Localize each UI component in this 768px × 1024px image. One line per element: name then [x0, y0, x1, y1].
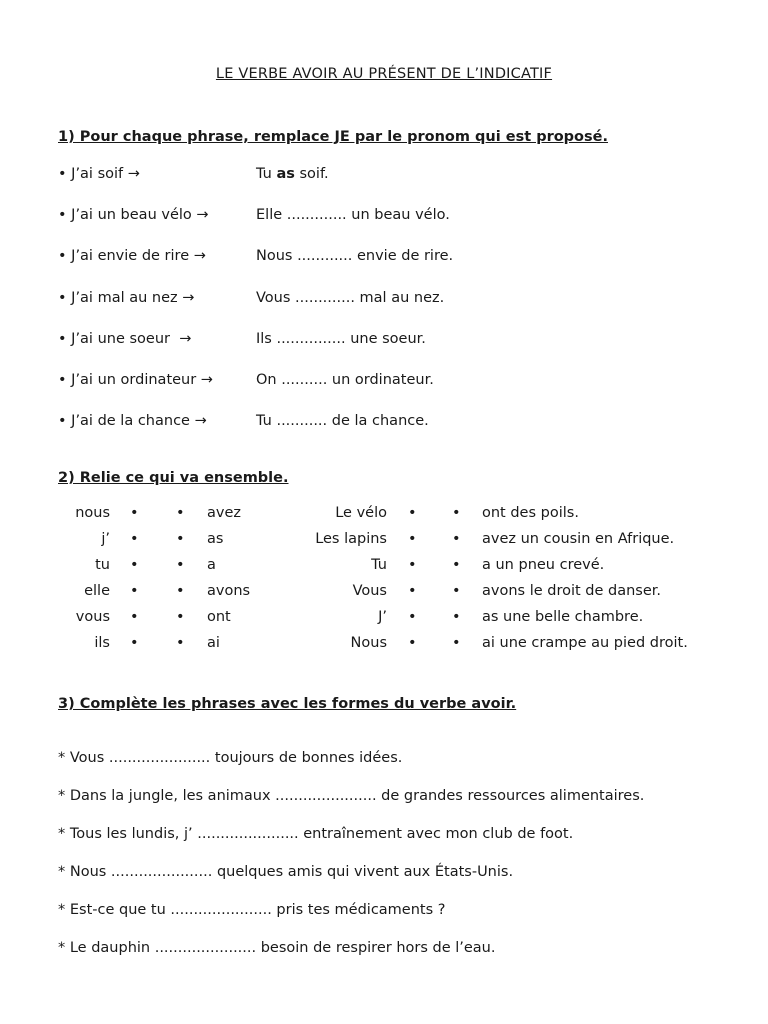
verb-form: as: [207, 531, 224, 547]
answer-example: as: [276, 166, 295, 182]
bullet-dot[interactable]: •: [176, 583, 185, 599]
list-item: [58, 248, 738, 289]
list-item: [58, 372, 738, 413]
subject: Le vélo: [335, 505, 387, 521]
prompt-sentence: • J’ai un ordinateur →: [58, 371, 213, 388]
bullet-dot[interactable]: •: [130, 583, 139, 599]
complement: ont des poils.: [482, 505, 579, 521]
bullet-dot[interactable]: •: [176, 505, 185, 521]
answer-line: Tu ........... de la chance.: [256, 413, 429, 430]
matching-row: [0, 557, 768, 583]
bullet-dot[interactable]: •: [176, 557, 185, 573]
subject: Vous: [352, 583, 387, 599]
answer-line: Nous ............ envie de rire.: [256, 248, 454, 265]
prompt-sentence: • J’ai soif →: [58, 166, 140, 182]
bullet-dot[interactable]: •: [130, 635, 139, 651]
list-item: [58, 413, 738, 454]
list-item: * Nous ...................... quelques amis qui vivent aux États-Unis.: [58, 864, 514, 880]
bullet-dot[interactable]: •: [130, 505, 139, 521]
bullet-dot[interactable]: •: [176, 531, 185, 547]
verb-form: a: [207, 557, 216, 573]
verb-form: ont: [207, 609, 231, 625]
list-item: [58, 331, 738, 372]
answer-line: Vous ............. mal au nez.: [256, 289, 445, 306]
prompt-sentence: • J’ai une soeur →: [58, 330, 192, 347]
subject: Les lapins: [315, 531, 387, 547]
list-item: [58, 290, 738, 331]
bullet-dot[interactable]: •: [452, 583, 461, 599]
verb-form: avons: [207, 583, 251, 599]
bullet-dot[interactable]: •: [408, 557, 417, 573]
bullet-dot[interactable]: •: [408, 635, 417, 651]
prompt-sentence: • J’ai envie de rire →: [58, 248, 206, 265]
list-item: [58, 166, 738, 207]
bullet-dot[interactable]: •: [452, 531, 461, 547]
bullet-dot[interactable]: •: [176, 635, 185, 651]
verb-form: avez: [207, 505, 241, 521]
matching-row: [0, 583, 768, 609]
matching-row: [0, 531, 768, 557]
complement: avez un cousin en Afrique.: [482, 531, 675, 547]
bullet-dot[interactable]: •: [130, 531, 139, 547]
bullet-dot[interactable]: •: [408, 505, 417, 521]
exercise3-list: [58, 750, 748, 978]
bullet-dot[interactable]: •: [408, 583, 417, 599]
subject: J’: [378, 609, 387, 625]
matching-row: [0, 609, 768, 635]
prompt-sentence: • J’ai mal au nez →: [58, 289, 195, 306]
section1-heading: 1) Pour chaque phrase, remplace JE par le pronom qui est proposé.: [58, 129, 608, 145]
subject: Tu: [371, 557, 387, 573]
list-item: [58, 207, 738, 248]
bullet-dot[interactable]: •: [130, 609, 139, 625]
answer-line: Elle ............. un beau vélo.: [256, 207, 450, 224]
prompt-sentence: • J’ai un beau vélo →: [58, 207, 209, 224]
answer-line: Tu as soif.: [256, 166, 329, 182]
complement: as une belle chambre.: [482, 609, 644, 625]
list-item: * Vous ...................... toujours de bonnes idées.: [58, 750, 403, 766]
bullet-dot[interactable]: •: [408, 531, 417, 547]
bullet-dot[interactable]: •: [452, 557, 461, 573]
pronoun: tu: [95, 557, 110, 573]
verb-form: ai: [207, 635, 220, 651]
list-item: * Le dauphin ...................... besoin de respirer hors de l’eau.: [58, 940, 496, 956]
section2-heading: 2) Relie ce qui va ensemble.: [58, 470, 289, 486]
matching-row: [0, 505, 768, 531]
pronoun: nous: [75, 505, 110, 521]
complement: avons le droit de danser.: [482, 583, 662, 599]
section3-heading: 3) Complète les phrases avec les formes du verbe avoir.: [58, 696, 517, 712]
bullet-dot[interactable]: •: [452, 505, 461, 521]
exercise1-list: [58, 166, 738, 454]
bullet-dot[interactable]: •: [452, 635, 461, 651]
pronoun: ils: [94, 635, 110, 651]
complement: ai une crampe au pied droit.: [482, 635, 688, 651]
page-title: LE VERBE AVOIR AU PRÉSENT DE L’INDICATIF: [215, 66, 553, 82]
complement: a un pneu crevé.: [482, 557, 605, 573]
answer-line: Ils ............... une soeur.: [256, 330, 426, 347]
pronoun: vous: [75, 609, 110, 625]
matching-row: [0, 635, 768, 661]
prompt-sentence: • J’ai de la chance →: [58, 413, 207, 430]
matching-exercise: [0, 505, 768, 661]
bullet-dot[interactable]: •: [176, 609, 185, 625]
pronoun: elle: [84, 583, 110, 599]
bullet-dot[interactable]: •: [408, 609, 417, 625]
list-item: * Dans la jungle, les animaux ...................... de grandes ressources alimentaires.: [58, 788, 645, 804]
subject: Nous: [350, 635, 387, 651]
bullet-dot[interactable]: •: [452, 609, 461, 625]
list-item: * Tous les lundis, j’ ...................... entraînement avec mon club de foot.: [58, 826, 574, 842]
bullet-dot[interactable]: •: [130, 557, 139, 573]
pronoun: j’: [101, 531, 110, 547]
answer-line: On .......... un ordinateur.: [256, 371, 434, 388]
list-item: * Est-ce que tu ...................... pris tes médicaments ?: [58, 902, 446, 918]
